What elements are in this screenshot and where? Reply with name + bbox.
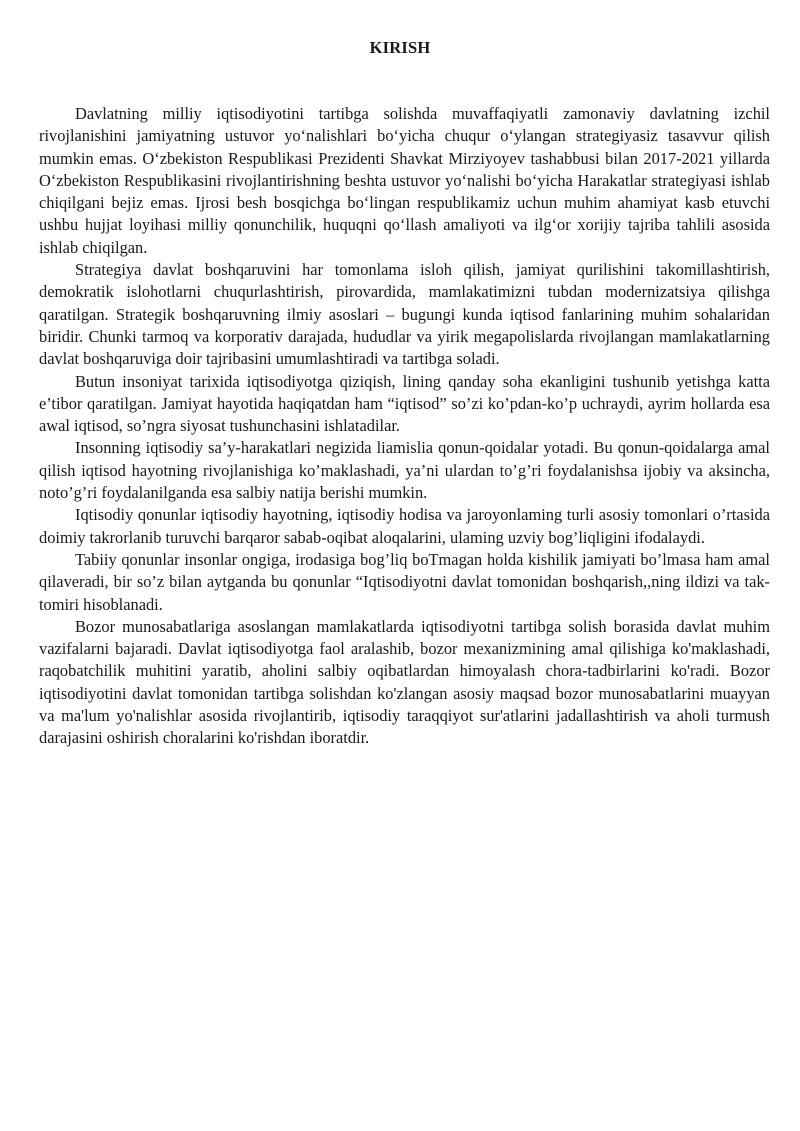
paragraph-5: Iqtisodiy qonunlar iqtisodiy hayotning, iqtisodiy hodisa va jaroyonlaming turli asosiy tomonlari o’rtasida doimiy takrorlanib turuvchi barqaror sabab-oqibat aloqalarini, ulaming uzviy bog’liqligini ifodalaydi. [39,505,770,547]
page-title: KIRISH [369,38,431,57]
paragraph-1: Davlatning milliy iqtisodiyotini tartibga solishda muvaffaqiyatli zamonaviy davlatning izchil rivojlanishini jamiyatning ustuvor yo‘nalishlari bo‘yicha chuqur o‘ylangan strategiyasiz tasavvur qilish mumkin emas. O‘zbekiston Respublikasi Prezidenti Shavkat Mirziyoyev tashabbusi bilan 2017-2021 yillarda O‘zbekiston Respublikasini rivojlantirishning beshta ustuvor yo‘nalishi bo‘yicha Harakatlar strategiyasi ishlab chiqilgani bejiz emas. Ijrosi besh bosqichga bo‘lingan respublikamiz uchun muhim ahamiyat kasb etuvchi ushbu hujjat loyihasi milliy qonunchilik, huquqni qo‘llash amaliyoti va ilg‘or xorijiy tajriba tahlili asosida ishlab chiqilgan. [39,104,770,257]
document-body [39,103,770,750]
paragraph-4: Insonning iqtisodiy sa’y-harakatlari negizida liamislia qonun-qoidalar yotadi. Bu qonun-qoidalarga amal qilish iqtisod hayotning rivojlanishiga ko’maklashadi, ya’ni ulardan to’g’ri foydalanishsa ijobiy va aksincha, noto’g’ri foydalanilganda esa salbiy natija berishi mumkin. [39,438,770,503]
paragraph-7: Bozor munosabatlariga asoslangan mamlakatlarda iqtisodiyotni tartibga solish borasida davlat muhim vazifalarni bajaradi. Davlat iqtisodiyotga faol aralashib, bozor mexanizmining amal qilishiga ko'maklashadi, raqobatchilik muhitini yaratib, aholini salbiy oqibatlardan himoyalash chora-tadbirlarini ko'radi. Bozor iqtisodiyotini davlat tomonidan tartibga solishdan ko'zlangan asosiy maqsad bozor munosabatlarini muayyan va ma'lum yo'nalishlar asosida rivojlantirib, iqtisodiy taraqqiyot sur'atlarini jadallashtirish va aholi turmush darajasini oshirish choralarini ko'rishdan iboratdir. [39,616,770,748]
paragraph-3: Butun insoniyat tarixida iqtisodiyotga qiziqish, lining qanday soha ekanligini tushunib yetishga katta e’tibor qaratilgan. Jamiyat hayotida haqiqatdan ham “iqtisod” so’zi ko’pdan-ko’p uchraydi, ayrim hollarda esa awal iqtisod, so’ngra siyosat tushunchasini ishlatadilar. [39,371,770,436]
paragraph-2: Strategiya davlat boshqaruvini har tomonlama isloh qilish, jamiyat qurilishini takomillashtirish, demokratik islohotlarni chuqurlashtirish, pirovardida, mamlakatimizni tubdan modernizatsiya qilishga qaratilgan. Strategik boshqaruvning ilmiy asoslari – bugungi kunda iqtisod fanlarining muhim sohalaridan biridir. Chunki tarmoq va korporativ darajada, hududlar va yirik megapolislarda rivojlangan mamlakatlarning davlat boshqaruviga doir tajribasini umumlashtiradi va tartibga soladi. [39,260,770,369]
paragraph-6: Tabiiy qonunlar insonlar ongiga, irodasiga bog’liq boTmagan holda kishilik jamiyati bo’lmasa ham amal qilaveradi, bir so’z bilan aytganda bu qonunlar “Iqtisodiyotni davlat tomonidan boshqarish,,ning ildizi va tak-tomiri hisoblanadi. [39,549,770,614]
